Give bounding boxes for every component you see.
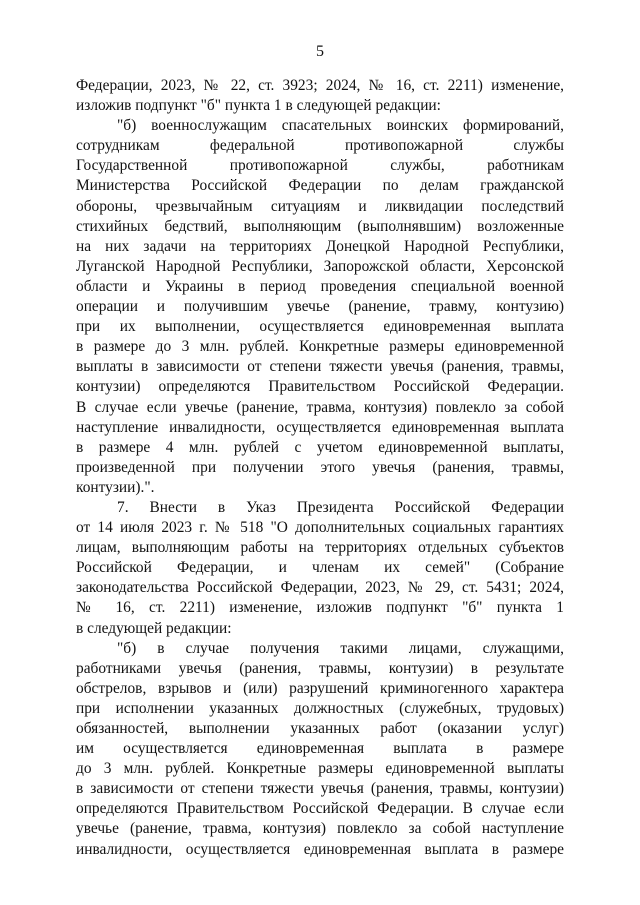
text-line: им осуществляется единовременная выплата в размере	[76, 740, 564, 758]
text-line: изложив подпункт "б" пункта 1 в следующей редакции:	[76, 97, 441, 115]
text-line: работниками увечья (ранения, травмы, контузии) в результате	[76, 659, 564, 677]
text-line: "б) военнослужащим спасательных воинских формирований,	[117, 117, 564, 135]
text-line: 7. Внести в Указ Президента Российской Федерации	[117, 498, 564, 516]
text-line: стихийных бедствий, выполняющим (выполнявшим) возложенные	[76, 217, 564, 235]
text-line: наступление инвалидности, осуществляется единовременная выплата	[76, 418, 564, 436]
text-line: до 3 млн. рублей. Конкретные размеры единовременной выплаты	[76, 760, 564, 778]
text-line: Российской Федерации, и членам их семей" (Собрание	[76, 559, 564, 577]
text-line: контузии).".	[76, 478, 155, 496]
text-line: Луганской Народной Республики, Запорожской области, Херсонской	[76, 257, 564, 275]
text-line: обязанностей, выполнении указанных работ (оказании услуг)	[76, 720, 564, 737]
text-line: обстрелов, взрывов и (или) разрушений криминогенного характера	[76, 679, 564, 697]
text-line: в размере 4 млн. рублей с учетом единовременной выплаты,	[76, 438, 564, 456]
text-line: области и Украины в период проведения специальной военной	[76, 277, 564, 295]
text-line: на них задачи на территориях Донецкой Народной Республики,	[76, 237, 564, 255]
text-line: № 16, ст. 2211) изменение, изложив подпункт "б" пункта 1	[76, 599, 564, 617]
text-line: определяются Правительством Российской Федерации. В случае если	[76, 800, 564, 818]
text-line: В случае если увечье (ранение, травма, контузия) повлекло за собой	[76, 398, 564, 416]
text-line: лицам, выполняющим работы на территориях отдельных субъектов	[76, 539, 564, 557]
text-line: в следующей редакции:	[76, 619, 232, 637]
text-line: при их выполнении, осуществляется единовременная выплата	[76, 318, 564, 336]
text-line: в размере до 3 млн. рублей. Конкретные размеры единовременной	[76, 338, 564, 356]
text-line: обороны, чрезвычайным ситуациям и ликвидации последствий	[76, 197, 564, 215]
text-line: сотрудникам федеральной противопожарной службы	[76, 137, 564, 155]
text-line: контузии) определяются Правительством Российской Федерации.	[76, 378, 564, 396]
text-line: Федерации, 2023, № 22, ст. 3923; 2024, № 16, ст. 2211) изменение,	[76, 77, 564, 94]
text-line: выплаты в зависимости от степени тяжести увечья (ранения, травмы,	[76, 358, 564, 376]
text-line: Министерства Российской Федерации по делам гражданской	[76, 177, 564, 195]
page-number: 5	[316, 43, 324, 60]
text-line: в зависимости от степени тяжести увечья (ранения, травмы, контузии)	[76, 780, 564, 798]
text-line: от 14 июля 2023 г. № 518 "О дополнительных социальных гарантиях	[76, 519, 564, 537]
text-line: операции и получившим увечье (ранение, травму, контузию)	[76, 298, 564, 316]
text-line: при исполнении указанных должностных (служебных, трудовых)	[76, 699, 564, 717]
text-line: произведенной при получении этого увечья (ранения, травмы,	[76, 458, 564, 476]
text-line: "б) в случае получения такими лицами, служащими,	[117, 639, 564, 657]
text-line: законодательства Российской Федерации, 2023, № 29, ст. 5431; 2024,	[76, 579, 564, 597]
text-line: инвалидности, осуществляется единовременная выплата в размере	[76, 840, 564, 858]
document-body	[76, 76, 564, 860]
text-line: увечье (ранение, травма, контузия) повлекло за собой наступление	[76, 820, 564, 838]
text-line: Государственной противопожарной службы, работникам	[76, 157, 564, 175]
